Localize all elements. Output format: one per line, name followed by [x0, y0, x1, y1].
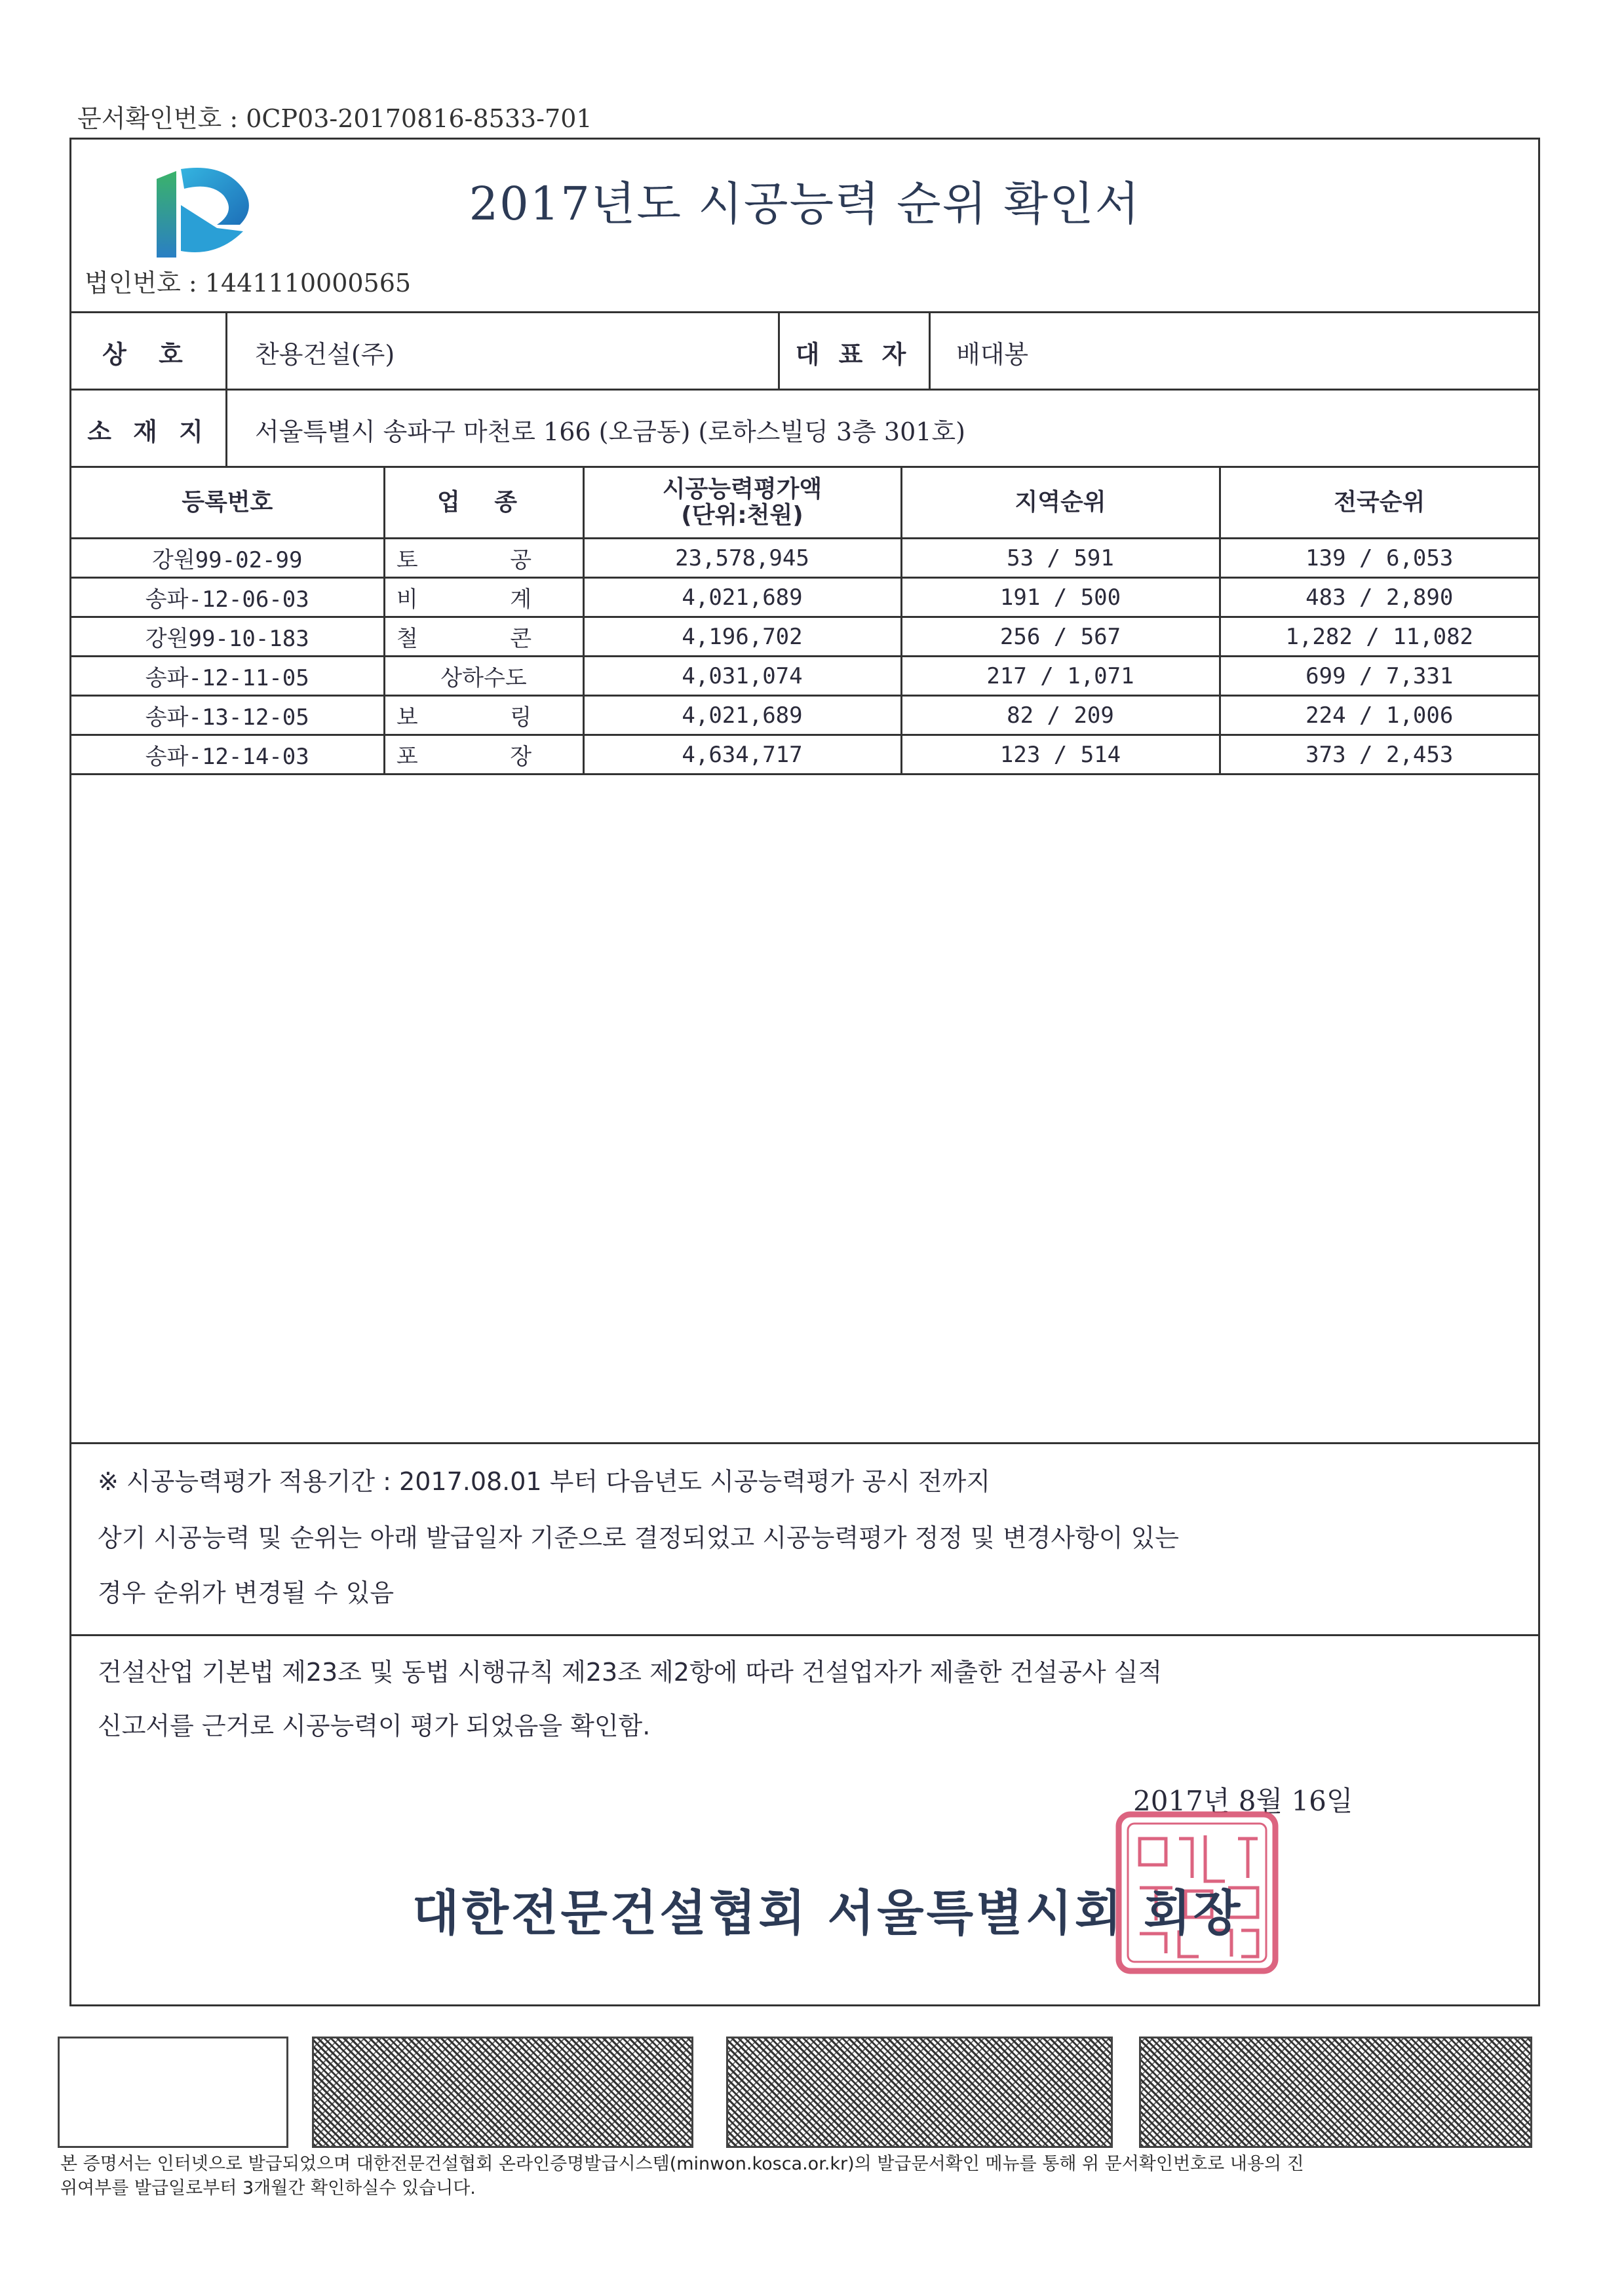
company-label: 상 호 [102, 339, 195, 369]
registration-no: 송파-13-12-05 [71, 696, 384, 735]
footer-line-2: 위여부를 발급일로부터 3개월간 확인하실수 있습니다. [60, 2178, 476, 2198]
notice-line-1: ※ 시공능력평가 적용기간 : 2017.08.01 부터 다음년도 시공능력평가 공시 전까지 [98, 1467, 991, 1496]
address-value: 서울특별시 송파구 마천로 166 (오금동) (로하스빌딩 3층 301호) [255, 417, 965, 446]
regional-rank: 217 / 1,071 [901, 657, 1220, 696]
national-rank: 1,282 / 11,082 [1220, 617, 1538, 657]
header-evaluation-unit: (단위:천원) [681, 502, 803, 529]
national-rank: 224 / 1,006 [1220, 696, 1538, 735]
table-row [71, 539, 1538, 578]
evaluation-amount: 4,021,689 [583, 696, 901, 735]
header-evaluation-title: 시공능력평가액 [662, 476, 822, 503]
regional-rank: 191 / 500 [901, 578, 1220, 617]
registration-no: 강원99-10-183 [71, 617, 384, 657]
notice-line-2: 상기 시공능력 및 순위는 아래 발급일자 기준으로 결정되었고 시공능력평가 정정 및 변경사항이 있는 [98, 1523, 1179, 1552]
address-row [71, 389, 1538, 468]
table-row [71, 657, 1538, 696]
certificate-frame [69, 138, 1540, 2006]
company-row [71, 311, 1538, 391]
registration-no: 강원99-02-99 [71, 539, 384, 578]
address-label: 소 재 지 [87, 417, 210, 446]
issue-date: 2017년 8월 16일 [1133, 1785, 1353, 1817]
header-registration-no: 등록번호 [71, 467, 384, 539]
business-type: 철 콘 [384, 617, 583, 657]
company-name: 찬용건설(주) [255, 339, 395, 369]
page-title: 2017년도 시공능력 순위 확인서 [469, 177, 1141, 231]
corporation-number: 법인번호 : 1441110000565 [85, 269, 412, 297]
issuer-signature: 대한전문건설협회 서울특별시회 회장 [412, 1885, 1243, 1942]
national-rank: 139 / 6,053 [1220, 539, 1538, 578]
registration-no: 송파-12-06-03 [71, 578, 384, 617]
notice-line-3: 경우 순위가 변경될 수 있음 [98, 1578, 395, 1607]
business-type: 토 공 [384, 539, 583, 578]
registration-no: 송파-12-14-03 [71, 735, 384, 775]
evaluation-amount: 4,196,702 [583, 617, 901, 657]
evaluation-amount: 4,031,074 [583, 657, 901, 696]
evaluation-amount: 23,578,945 [583, 539, 901, 578]
security-barcode-2 [726, 2037, 1113, 2148]
regional-rank: 53 / 591 [901, 539, 1220, 578]
blank-stamp-box [58, 2037, 288, 2148]
evaluation-amount: 4,021,689 [583, 578, 901, 617]
footer-line-1: 본 증명서는 인터넷으로 발급되었으며 대한전문건설협회 온라인증명발급시스템(minwon.kosca.or.kr)의 발급문서확인 메뉴를 통해 위 문서확인번호로 내용의 진 [60, 2154, 1304, 2174]
business-type: 비 계 [384, 578, 583, 617]
regional-rank: 82 / 209 [901, 696, 1220, 735]
confirmation-section [71, 1632, 1538, 2006]
registration-no: 송파-12-11-05 [71, 657, 384, 696]
security-barcode-1 [312, 2037, 693, 2148]
table-row [71, 617, 1538, 657]
business-type: 포 장 [384, 735, 583, 775]
document-confirm-number: 문서확인번호 : 0CP03-20170816-8533-701 [77, 104, 592, 133]
header-evaluation-amount [583, 467, 901, 539]
ceo-name: 배대봉 [956, 339, 1029, 369]
law-line-1: 건설산업 기본법 제23조 및 동법 시행규칙 제23조 제2항에 따라 건설업자가 제출한 건설공사 실적 [98, 1658, 1163, 1687]
table-row [71, 578, 1538, 617]
notice-section [71, 1442, 1538, 1636]
national-rank: 483 / 2,890 [1220, 578, 1538, 617]
security-barcode-3 [1139, 2037, 1532, 2148]
regional-rank: 256 / 567 [901, 617, 1220, 657]
business-type: 보 링 [384, 696, 583, 735]
table-header-row [71, 467, 1538, 539]
regional-rank: 123 / 514 [901, 735, 1220, 775]
table-row [71, 735, 1538, 775]
evaluation-amount: 4,634,717 [583, 735, 901, 775]
header-business-type: 업 종 [384, 467, 583, 539]
law-line-2: 신고서를 근거로 시공능력이 평가 되었음을 확인함. [98, 1712, 651, 1740]
table-row [71, 696, 1538, 735]
national-rank: 373 / 2,453 [1220, 735, 1538, 775]
ranking-table [71, 466, 1538, 775]
header-national-rank: 전국순위 [1220, 467, 1538, 539]
ceo-label: 대 표 자 [795, 339, 912, 369]
header-regional-rank: 지역순위 [901, 467, 1220, 539]
footer-disclaimer [60, 2152, 1555, 2200]
business-type: 상하수도 [384, 657, 583, 696]
national-rank: 699 / 7,331 [1220, 657, 1538, 696]
